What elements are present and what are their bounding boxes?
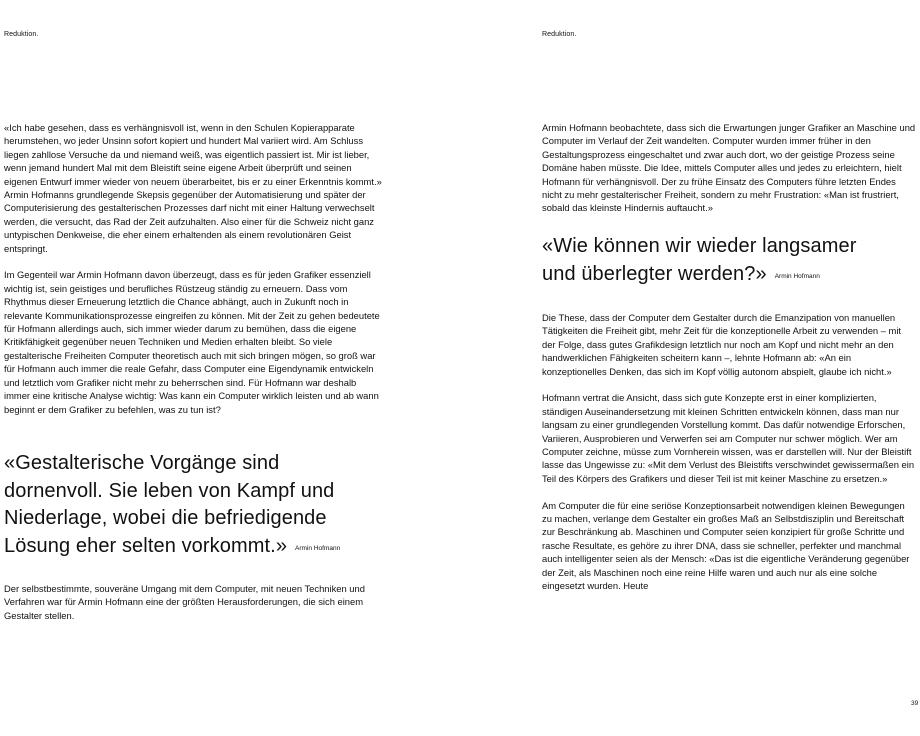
right-quote-author: Armin Hofmann [774,272,820,280]
right-paragraph-1: Die These, dass der Computer dem Gestalter durch die Emanzipation von manuellen Tätigkeiten die Freiheit gibt, mehr Zeit für die konzeptionelle Arbeit zu verwenden – mit der Folge, dass gutes Grafikdesign letztlich nur noch am Kopf und nicht mehr an den handwerklichen Fähigkeiten scheitern kann –, lehnte Hofmann ab: «An ein konzeptionelles Denken, das sich im Kopf völlig autonom abspielt, glaube ich nicht.» [542,312,902,377]
right-pull-quote [542,233,882,290]
page-number: 39 [911,700,919,707]
right-body-text [542,311,916,606]
left-closing-paragraph: Der selbstbestimmte, souveräne Umgang mit dem Computer, mit neuen Techniken und Verfahren war für Armin Hofmann eine der größten Herausforderungen, die sich einem Gestalter stellen. [4,583,365,621]
left-quote-author: Armin Hofmann [295,544,341,552]
left-quote-text: «Gestalterische Vorgänge sind dornenvoll. Sie leben von Kampf und Niederlage, wobei die befriedigende Lösung eher selten vorkommt.» [4,452,335,557]
left-body-text [4,121,382,429]
right-paragraph-3: Am Computer die für eine seriöse Konzeptionsarbeit notwendigen kleinen Bewegungen zu machen, verlange dem Gestalter ein großes Maß an Selbstdisziplin und Bereitschaft zur Beschränkung ab. Maschinen und Computer seien konzipiert für große Schritte und rasche Resultate, es gehöre zu ihrer DNA, dass sie schneller, perfekter und manchmal auch intelligenter seien als der Mensch: «Das ist die eigentliche Veränderung gegenüber der Zeit, als Maschinen noch eine reine Hilfe waren und auch nur als eine solche eingesetzt wurden. Heute [542,499,910,592]
left-paragraph-1: «Ich habe gesehen, dass es verhängnisvoll ist, wenn in den Schulen Kopierapparate herumstehen, wo jeder Unsinn sofort kopiert und hundert Mal variiert wird. Am Schluss liegen zahllose Versuche da und niemand weiß, was eigentlich passiert ist. Mir ist lieber, wenn jemand hundert Mal mit dem Bleistift seine eigene Arbeit überprüft und seinen eigenen Entwurf immer wieder von neuem überarbeitet, bis er zu einer Erkenntnis kommt.» Armin Hofmanns grundlegende Skepsis gegenüber der Automatisierung und später der Computerisierung des gestalterischen Prozesses darf nicht mit einer Haltung verwechselt werden, die versucht, das Rad der Zeit aufzuhalten. Also einer für die Schweiz nicht ganz untypischen Denkweise, die eher einem erhaltenden als einem revolutionären Geist entspringt. [4,122,382,254]
running-head-right: Reduktion. [542,31,577,38]
right-page [460,0,920,736]
right-paragraph-2: Hofmann vertrat die Ansicht, dass sich gute Konzepte erst in einer komplizierten, ständigen Auseinandersetzung mit kleinen Schritten entwickeln können, dass man nur langsam zu einer grundlegenden Vorstellung kommt. Das dafür notwendige Erforschen, Variieren, Ausprobieren und Verwerfen sei am Computer nur schwer möglich. Wer am Computer zeichne, müsse zum Vornherein wissen, was er darstellen will. Nur der Bleistift lasse das Ungewisse zu: «Mit dem Verlust des Bleistifts verschwindet gewissermaßen ein Teil des Körpers des Grafikers und dieser Teil ist mit keiner Maschine zu ersetzen.» [542,392,915,484]
left-paragraph-2: Im Gegenteil war Armin Hofmann davon überzeugt, dass es für jeden Grafiker essenziell wichtig ist, sein geistiges und berufliches Rüstzeug ständig zu erneuern. Dass vom Rhythmus dieser Erneuerung letztlich die Chance abhängt, auch in Zukunft noch in relevante Kommunikationsprozesse eingreifen zu können. Mit der Zeit zu gehen bedeutete für Hofmann allerdings auch, sich immer wieder darum zu bemühen, dass die eigene Kritikfähigkeit gegenüber neuen Techniken und Medien erhalten bleibt. So viele gestalterische Freiheiten Computer theoretisch auch mit sich bringen mögen, so groß war für Hofmann auch immer die reale Gefahr, dass Computer eine Eigendynamik entwickeln und letztlich vom Grafiker nicht mehr zu beherrschen sind. Für Hofmann war deshalb immer eine kritische Analyse wichtig: Was kann ein Computer wirklich leisten und ab wann beginnt er dem Grafiker zu befehlen, was zu tun ist? [4,269,380,415]
right-quote-text: «Wie können wir wieder langsamer und überlegter werden?» [542,235,857,285]
running-head-left: Reduktion. [4,31,39,38]
left-pull-quote [4,450,360,562]
right-intro-paragraph: Armin Hofmann beobachtete, dass sich die Erwartungen junger Grafiker an Maschine und Computer im Verlauf der Zeit wandelten. Computer wurden immer früher in den Gestaltungsprozess eingeschaltet und zwar auch dort, wo der geistige Prozess seine Domäne haben müsste. Die Idee, mittels Computer alles und jedes zu erleichtern, hielt Hofmann für verhängnisvoll. Der zu frühe Einsatz des Computers führe letzten Endes nicht zu mehr gestalterischer Freiheit, sondern zu mehr Frustration: «Man ist frustriert, sobald das kleinste Hindernis auftaucht.» [542,122,916,214]
